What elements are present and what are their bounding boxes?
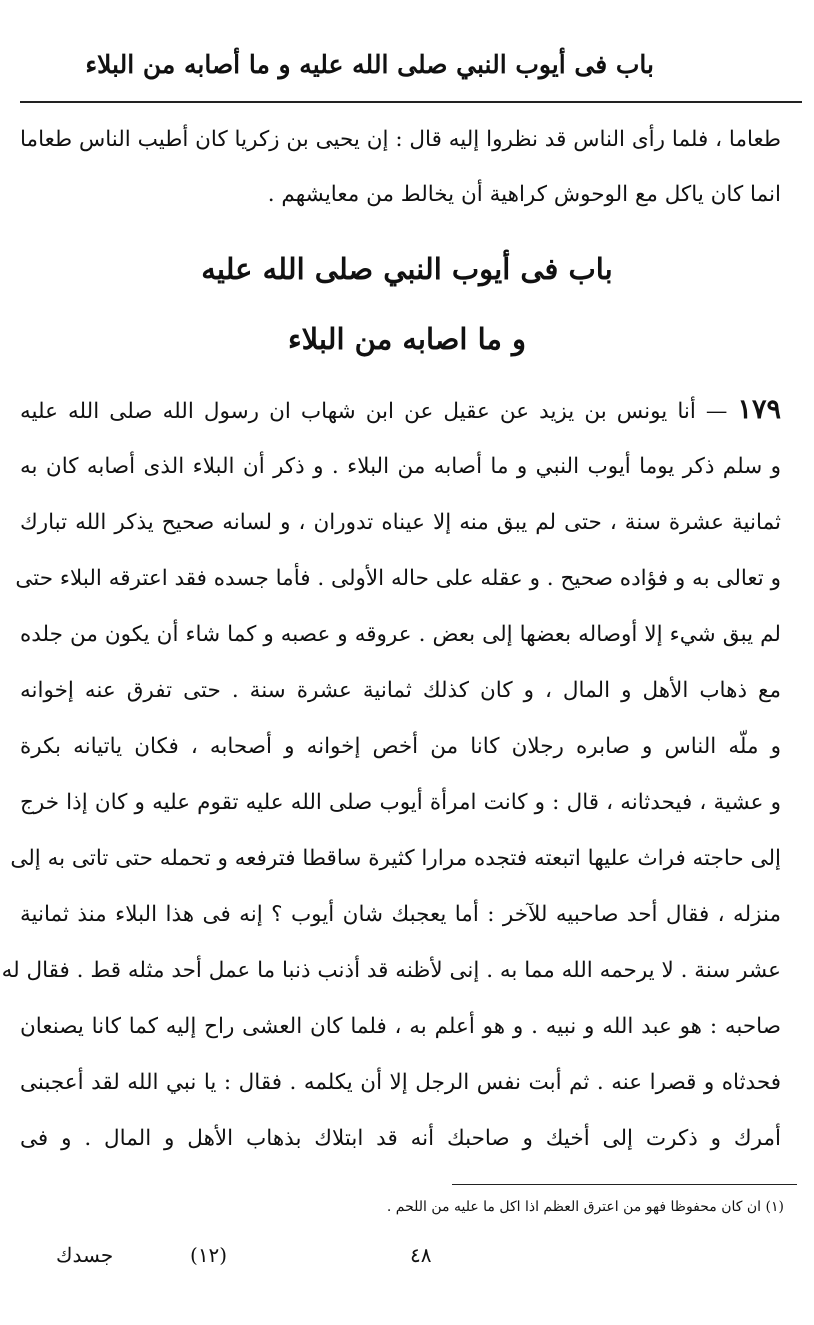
- text-line: طعاما ، فلما رأى الناس قد نظروا إليه قال : إن يحيى بن زكريا كان أطيب الناس طعاما: [20, 127, 781, 152]
- hadith-first-line-text: — أنا يونس بن يزيد عن عقيل عن ابن شهاب ان رسول الله صلى الله عليه: [20, 399, 728, 424]
- running-head: باب فى أيوب النبي صلى الله عليه و ما أصابه من البلاء: [85, 50, 654, 79]
- text-line: منزله ، فقال أحد صاحبيه للآخر : أما يعجبك شان أيوب ؟ إنه فى هذا البلاء منذ ثمانية: [20, 902, 781, 927]
- chapter-title-line-2: و ما اصابه من البلاء: [287, 322, 527, 356]
- text-line: صاحبه : هو عبد الله و نبيه . و هو أعلم به ، فلما كان العشى راح إليه كما كانا يصنعان: [20, 1014, 781, 1039]
- text-line: و ملّه الناس و صابره رجلان كانا من أخص إخوانه و أصحابه ، فكان ياتيانه بكرة: [20, 734, 781, 759]
- hadith-first-line: [20, 396, 781, 423]
- hadith-number: ١٧٩: [737, 394, 781, 425]
- text-line: إلى حاجته فراث عليها اتبعته فتجده مرارا كثيرة ساقطا فترفعه و تحمله حتى تاتى به إلى: [10, 846, 781, 871]
- footnote: (١) ان كان محفوظا فهو من اعترق العظم اذا اكل ما عليه من اللحم .: [386, 1199, 784, 1215]
- text-line: أمرك و ذكرت إلى أخيك و صاحبك أنه قد ابتلاك بذهاب الأهل و المال . و فى: [20, 1126, 781, 1151]
- signature-mark: (١٢): [190, 1243, 228, 1267]
- text-line: و تعالى به و فؤاده صحيح . و عقله على حاله الأولى . فأما جسده فقد اعترقه البلاء حتى: [15, 566, 781, 591]
- text-line: ثمانية عشرة سنة ، حتى لم يبق منه إلا عيناه تدوران ، و لسانه صحيح يذكر الله تبارك: [20, 510, 781, 535]
- text-line: و سلم ذكر يوما أيوب النبي و ما أصابه من البلاء . و ذكر أن البلاء الذى أصابه كان به: [20, 454, 781, 479]
- text-line: و عشية ، فيحدثانه ، قال : و كانت امرأة أيوب صلى الله عليه تقوم عليه و كان إذا خرج: [20, 790, 781, 815]
- text-line: مع ذهاب الأهل و المال ، و كان كذلك ثمانية عشرة سنة . حتى تفرق عنه إخوانه: [20, 678, 781, 703]
- text-line: عشر سنة . لا يرحمه الله مما به . إنى لأظنه قد أذنب ذنبا ما عمل أحد مثله قط . فقال له: [1, 958, 781, 983]
- text-line: فحدثاه و قصرا عنه . ثم أبت نفس الرجل إلا أن يكلمه . فقال : يا نبي الله لقد أعجبنى: [20, 1070, 781, 1095]
- page-number: ٤٨: [410, 1243, 432, 1267]
- text-line: لم يبق شيء إلا أوصاله بعضها إلى بعض . عروقه و عصبه و كما شاء أن يكون من جلده: [20, 622, 781, 647]
- footnote-rule: [452, 1184, 797, 1185]
- header-rule: [20, 101, 802, 103]
- chapter-title-line-1: باب فى أيوب النبي صلى الله عليه: [201, 252, 613, 286]
- text-line: انما كان ياكل مع الوحوش كراهية أن يخالط من معايشهم .: [267, 182, 781, 207]
- catchword: جسدك: [56, 1243, 114, 1267]
